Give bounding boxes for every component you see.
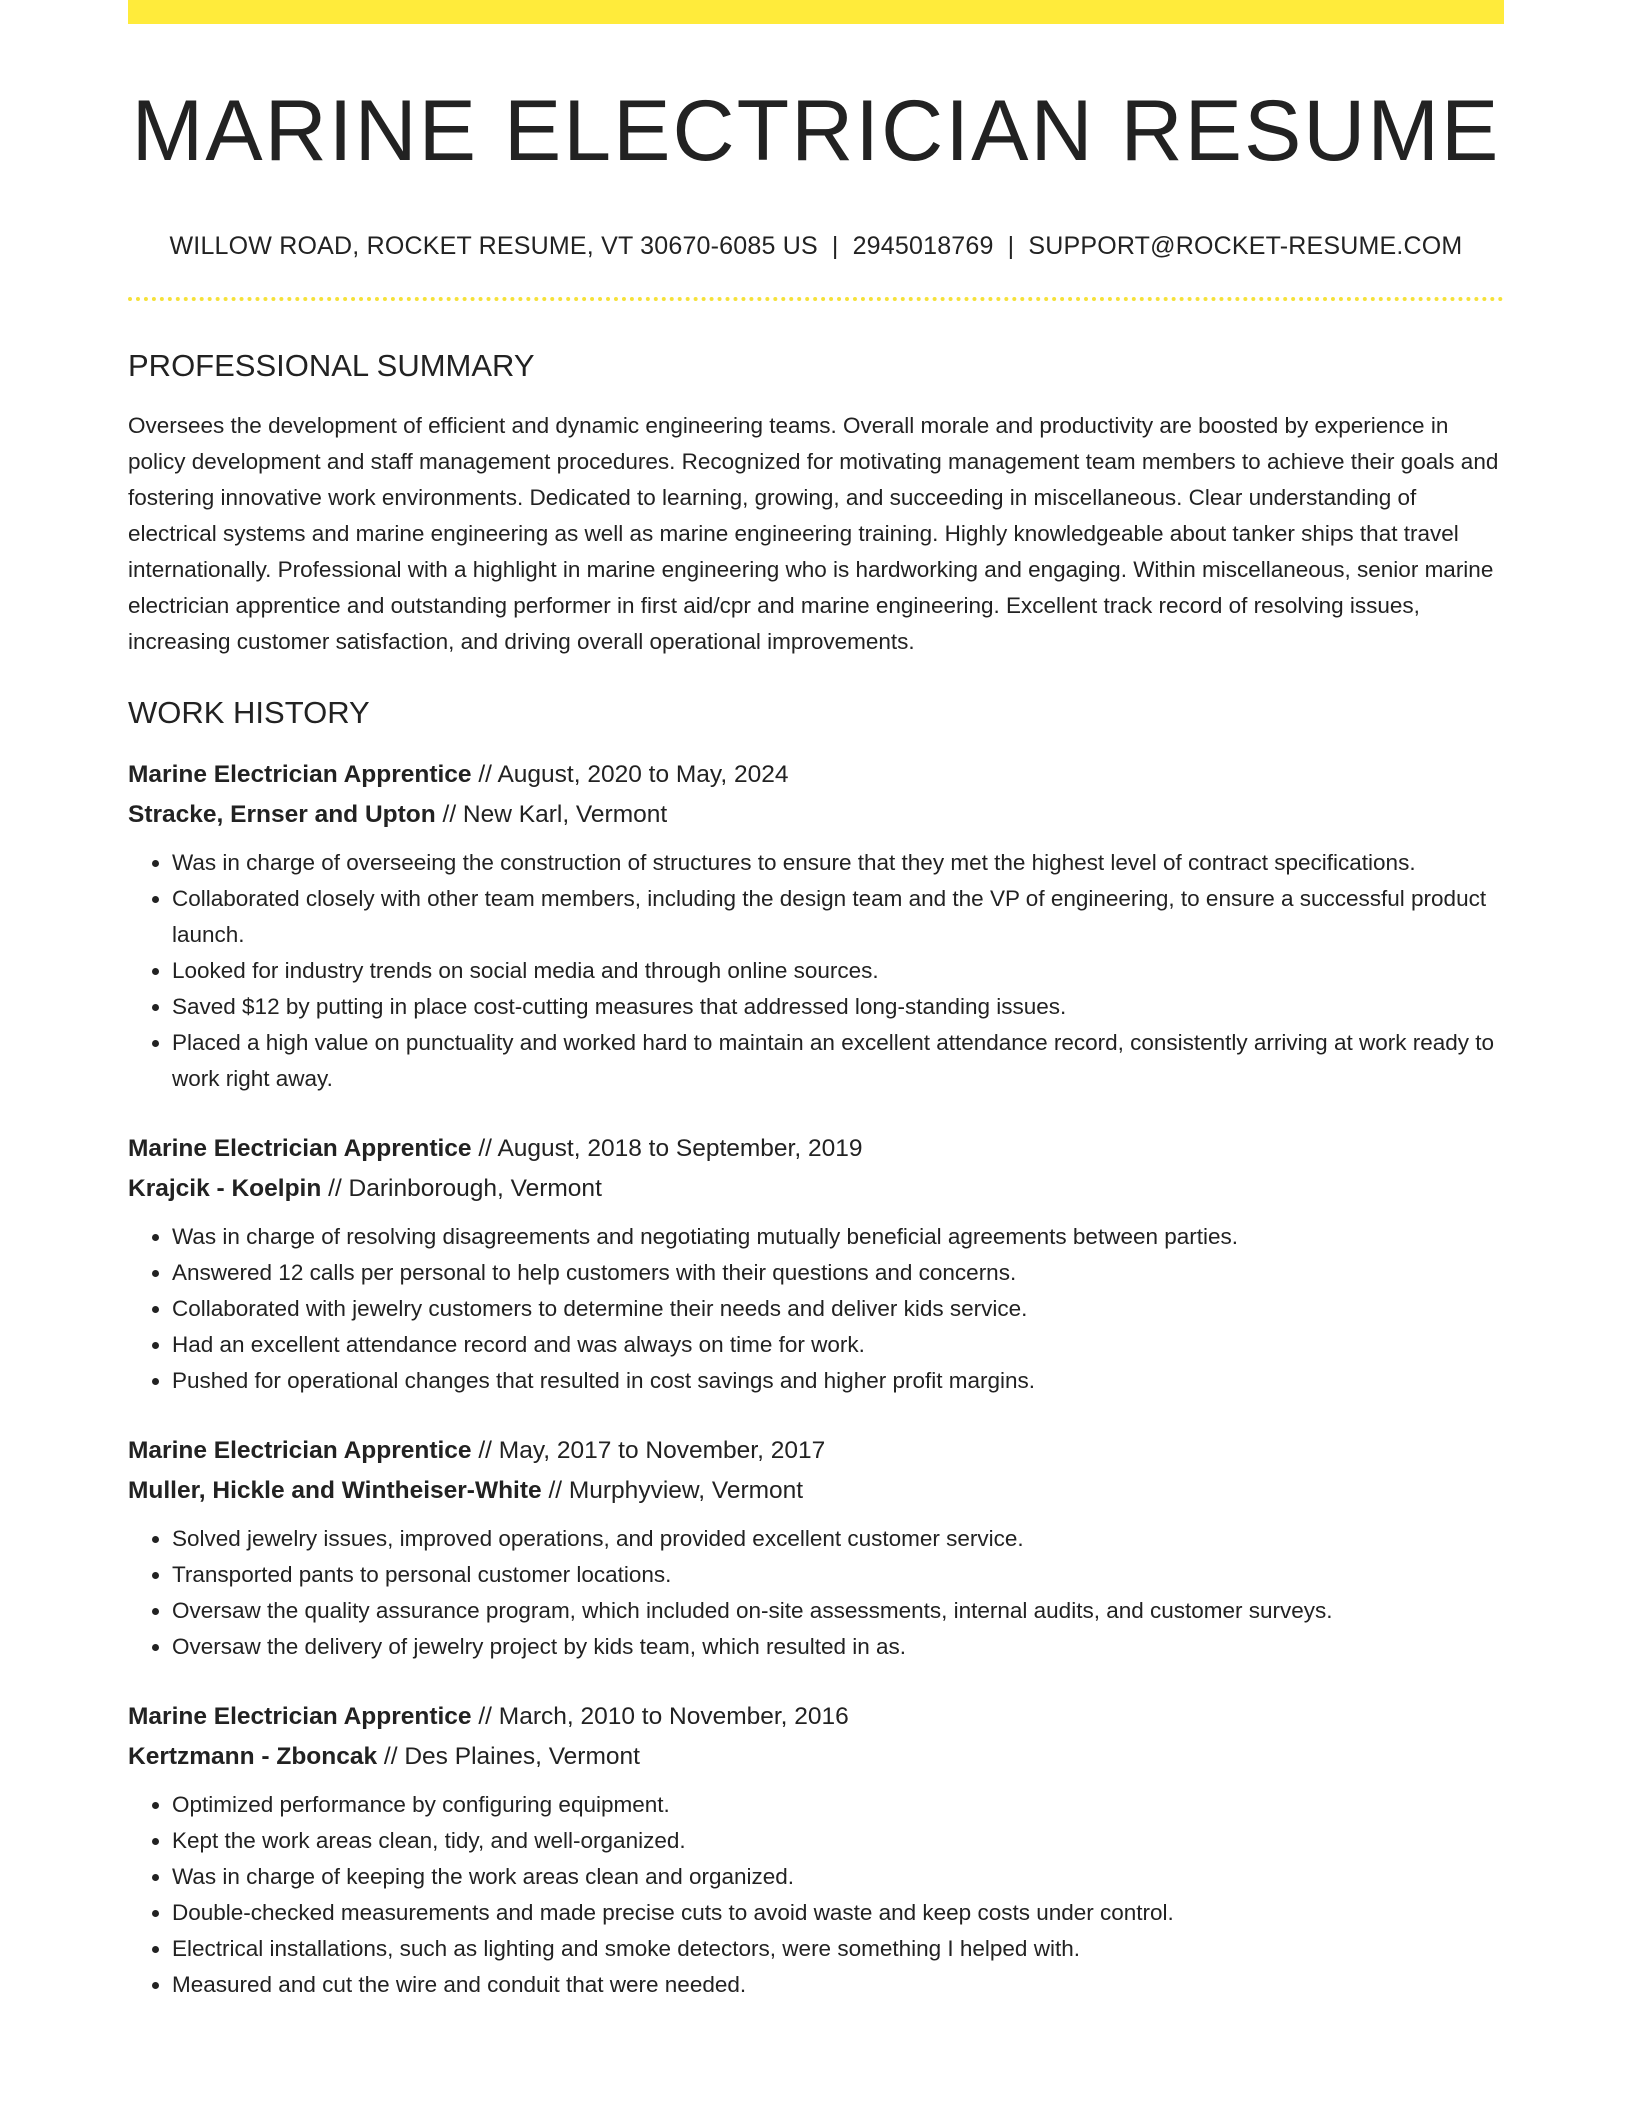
job-bullet: • Oversaw the delivery of jewelry project by kids team, which resulted in as. (172, 1629, 1504, 1665)
job-dates: // August, 2020 to May, 2024 (471, 760, 789, 788)
job-location: // Murphyview, Vermont (541, 1476, 804, 1504)
job-bullet: • Pushed for operational changes that resulted in cost savings and higher profit margins. (172, 1363, 1504, 1399)
job-company: Stracke, Ernser and Upton (128, 800, 436, 828)
job-location: // Darinborough, Vermont (321, 1174, 602, 1202)
job-entry (128, 1431, 1504, 1665)
job-dates: // May, 2017 to November, 2017 (471, 1436, 826, 1464)
job-location: // New Karl, Vermont (435, 800, 668, 828)
job-bullets (128, 845, 1504, 1097)
job-bullet: • Kept the work areas clean, tidy, and well-organized. (172, 1823, 1504, 1859)
job-company-line (128, 1471, 1504, 1511)
job-dates: // August, 2018 to September, 2019 (471, 1134, 863, 1162)
job-role-line (128, 1431, 1504, 1471)
job-bullet: • Oversaw the quality assurance program, which included on-site assessments, internal audits, and customer surveys. (172, 1593, 1504, 1629)
contact-email: SUPPORT@ROCKET-RESUME.COM (1028, 231, 1463, 260)
job-role-line (128, 1129, 1504, 1169)
resume-page (128, 0, 1504, 2003)
job-role: Marine Electrician Apprentice (128, 760, 472, 788)
job-bullet: • Placed a high value on punctuality and worked hard to maintain an excellent attendance record, consistently arriving at work ready to work right away. (172, 1025, 1504, 1097)
job-bullet: • Was in charge of overseeing the construction of structures to ensure that they met the highest level of contract specifications. (172, 845, 1504, 881)
job-entry (128, 1129, 1504, 1399)
job-company: Krajcik - Koelpin (128, 1174, 322, 1202)
job-role: Marine Electrician Apprentice (128, 1134, 472, 1162)
job-company-line (128, 1737, 1504, 1777)
job-role-line (128, 1697, 1504, 1737)
contact-phone: 2945018769 (852, 231, 994, 260)
resume-title: MARINE ELECTRICIAN RESUME (131, 83, 1501, 179)
job-bullet: • Collaborated closely with other team members, including the design team and the VP of engineering, to ensure a successful product launch. (172, 881, 1504, 953)
job-bullet: • Saved $12 by putting in place cost-cutting measures that addressed long-standing issues. (172, 989, 1504, 1025)
job-bullet: • Measured and cut the wire and conduit that were needed. (172, 1967, 1504, 2003)
contact-address: WILLOW ROAD, ROCKET RESUME, VT 30670-6085 US (169, 231, 818, 260)
contact-separator: | (1007, 231, 1015, 260)
job-entry (128, 1697, 1504, 2003)
job-bullet: • Answered 12 calls per personal to help customers with their questions and concerns. (172, 1255, 1504, 1291)
job-bullet: • Was in charge of keeping the work areas clean and organized. (172, 1859, 1504, 1895)
contact-line (128, 231, 1504, 261)
job-bullet: • Was in charge of resolving disagreements and negotiating mutually beneficial agreements between parties. (172, 1219, 1504, 1255)
job-company-line (128, 1169, 1504, 1209)
job-bullet: • Had an excellent attendance record and was always on time for work. (172, 1327, 1504, 1363)
accent-top-bar (128, 0, 1504, 24)
job-bullet: • Transported pants to personal customer locations. (172, 1557, 1504, 1593)
job-entry (128, 755, 1504, 1097)
job-bullet: • Electrical installations, such as lighting and smoke detectors, were something I helped with. (172, 1931, 1504, 1967)
work-history-heading: WORK HISTORY (128, 694, 370, 730)
contact-separator: | (831, 231, 839, 260)
job-bullet: • Optimized performance by configuring equipment. (172, 1787, 1504, 1823)
job-bullets (128, 1521, 1504, 1665)
job-bullet: • Looked for industry trends on social media and through online sources. (172, 953, 1504, 989)
job-role-line (128, 755, 1504, 795)
job-company: Kertzmann - Zboncak (128, 1742, 378, 1770)
job-company-line (128, 795, 1504, 835)
job-location: // Des Plaines, Vermont (377, 1742, 640, 1770)
job-bullets (128, 1787, 1504, 2003)
job-role: Marine Electrician Apprentice (128, 1702, 472, 1730)
summary-text: Oversees the development of efficient and dynamic engineering teams. Overall morale and productivity are boosted by experience in policy development and staff management procedures. Recognized for motivating management team members to achieve their goals and fostering innovative work environments. Dedicated to learning, growing, and succeeding in miscellaneous. Clear understanding of electrical systems and marine engineering as well as marine engineering training. Highly knowledgeable about tanker ships that travel internationally. Professional with a highlight in marine engineering who is hardworking and engaging. Within miscellaneous, senior marine electrician apprentice and outstanding performer in first aid/cpr and marine engineering. Excellent track record of resolving issues, increasing customer satisfaction, and driving overall operational improvements. (128, 412, 1499, 654)
job-bullet: • Double-checked measurements and made precise cuts to avoid waste and keep costs under control. (172, 1895, 1504, 1931)
job-bullets (128, 1219, 1504, 1399)
summary-heading: PROFESSIONAL SUMMARY (128, 347, 535, 383)
job-company: Muller, Hickle and Wintheiser-White (128, 1476, 542, 1504)
job-dates: // March, 2010 to November, 2016 (471, 1702, 849, 1730)
job-bullet: • Collaborated with jewelry customers to determine their needs and deliver kids service. (172, 1291, 1504, 1327)
job-bullet: • Solved jewelry issues, improved operations, and provided excellent customer service. (172, 1521, 1504, 1557)
dotted-divider (128, 297, 1504, 301)
job-role: Marine Electrician Apprentice (128, 1436, 472, 1464)
